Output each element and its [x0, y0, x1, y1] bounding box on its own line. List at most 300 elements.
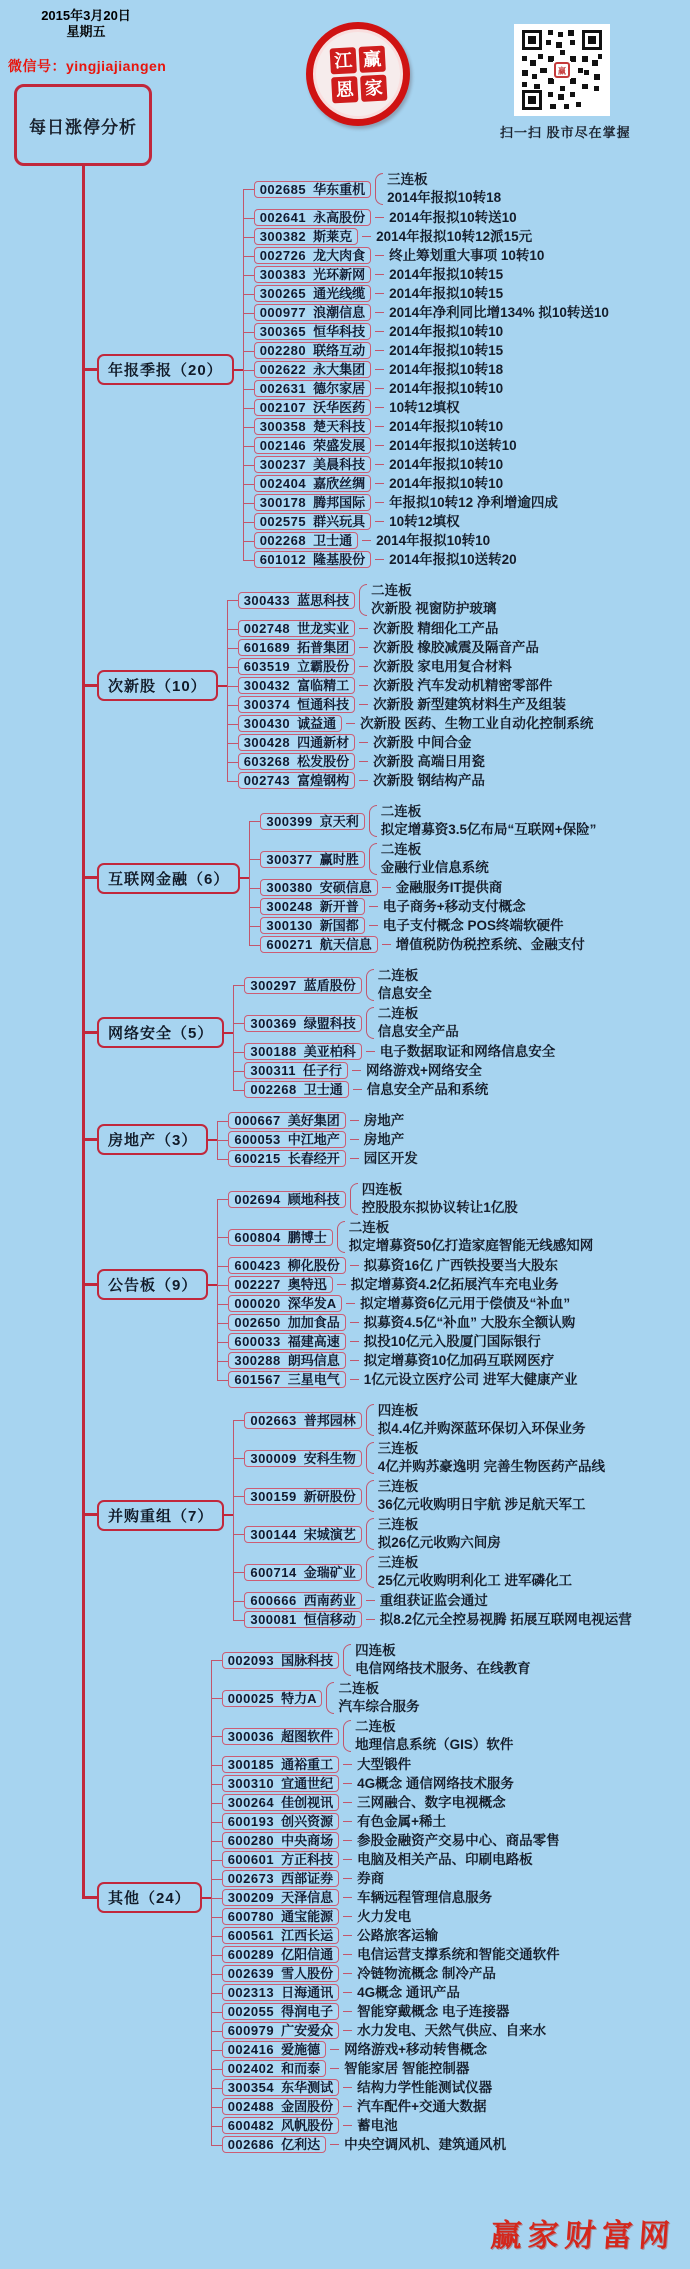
wechat-id-label: 微信号：yingjiajiangen: [8, 58, 167, 74]
stock-box: [244, 1526, 361, 1543]
stock-box: [228, 1131, 345, 1148]
stock-row: [233, 1591, 631, 1610]
stock-row: [243, 322, 609, 341]
stock-box: [222, 1813, 339, 1830]
stock-name: 鹏博士: [287, 1229, 327, 1245]
stock-box: [222, 1794, 339, 1811]
stock-description: 2014年报拟10转10: [389, 476, 504, 491]
stock-description: 拟定增募资10亿加码互联网医疗: [363, 1353, 555, 1368]
stock-code: 002686: [227, 2137, 275, 2152]
header: [0, 0, 690, 168]
stock-description: 次新股 汽车发动机精密零部件: [373, 678, 553, 693]
stock-code: 300188: [250, 1044, 297, 1059]
stock-box: [244, 1611, 361, 1628]
stock-name: 任子行: [303, 1063, 343, 1078]
fork-connector: [369, 805, 377, 837]
stock-description: 信息安全: [377, 986, 432, 1001]
board-count-label: 二连板: [380, 804, 422, 819]
stock-code: 300365: [259, 324, 307, 339]
stock-description: 重组获证监会通过: [379, 1593, 488, 1608]
dash-connector: [359, 704, 368, 705]
dash-connector: [375, 293, 384, 294]
stock-row: [243, 512, 609, 531]
stock-code: 300310: [227, 1776, 275, 1791]
stock-name: 中江地产: [287, 1132, 340, 1147]
stock-description: 中央空调风机、建筑通风机: [344, 2137, 507, 2152]
stock-description: 车辆远程管理信息服务: [357, 1890, 493, 1905]
branch-connector: [224, 1514, 233, 1516]
stock-description: 券商: [357, 1871, 385, 1886]
dash-connector: [359, 647, 368, 648]
note-pair: [355, 1642, 531, 1678]
dash-connector: [350, 1139, 359, 1140]
stock-code: 002673: [227, 1871, 275, 1886]
stock-code: 300433: [243, 592, 291, 608]
stock-box: [238, 696, 355, 713]
stock-box: [254, 304, 371, 321]
stock-row: [243, 417, 609, 436]
stock-code: 300288: [234, 1353, 281, 1368]
stock-description: 2014年报拟10转15: [389, 286, 504, 301]
stock-code: 300081: [250, 1612, 297, 1627]
board-count-label: 三连板: [377, 1555, 419, 1570]
dash-connector: [369, 906, 378, 907]
dash-connector: [359, 742, 368, 743]
fork-connector: [366, 1007, 374, 1039]
stock-description: 次新股 家电用复合材料: [373, 659, 512, 674]
stock-code: 002641: [259, 210, 307, 225]
stock-box: [254, 266, 371, 283]
category-rows: [249, 802, 596, 954]
stock-name: 荣盛发展: [313, 438, 366, 453]
board-count-label: 三连板: [387, 172, 428, 187]
dash-connector: [343, 1878, 352, 1879]
stock-row: [227, 771, 594, 790]
stock-box: [244, 1450, 361, 1467]
stock-box: [228, 1352, 345, 1369]
stock-description: 2014年报拟10转10: [389, 419, 504, 434]
category-rows: [233, 966, 555, 1099]
stock-box: [254, 418, 371, 435]
stock-description: 2014年报拟10转10: [376, 533, 491, 548]
fork-connector: [343, 1720, 351, 1752]
stock-description: 2014年报拟10转10: [389, 457, 504, 472]
dash-connector: [343, 1802, 352, 1803]
stock-box: [254, 209, 371, 226]
stock-name: 立霸股份: [297, 659, 350, 674]
dash-connector: [382, 887, 391, 888]
stock-name: 和而泰: [281, 2061, 321, 2076]
stock-box: [222, 1965, 339, 1982]
dash-connector: [382, 944, 391, 945]
stock-code: 002055: [227, 2004, 275, 2019]
board-count-label: 二连板: [377, 968, 419, 983]
stock-name: 美晨科技: [313, 457, 366, 472]
stock-row: [249, 897, 596, 916]
fork-connector: [326, 1682, 334, 1714]
stock-name: 富临精工: [297, 678, 350, 693]
stock-row: [249, 878, 596, 897]
stock-name: 卫士通: [313, 533, 353, 548]
stock-name: 嘉欣丝绸: [313, 476, 366, 491]
stock-description: 控股股东拟协议转让1亿股: [361, 1200, 518, 1215]
dash-connector: [369, 925, 378, 926]
stock-row: [211, 1641, 560, 1679]
category-rows: [217, 1111, 417, 1168]
stock-box: [222, 1984, 339, 2001]
note-pair: [378, 1440, 605, 1476]
stock-box: [222, 2098, 339, 2115]
stock-box: [228, 1333, 345, 1350]
stock-box: [244, 1043, 361, 1060]
stock-row: [217, 1130, 417, 1149]
stock-description: 2014年报拟10送转10: [389, 438, 517, 453]
stock-code: 300209: [227, 1890, 275, 1905]
stock-code: 300377: [266, 851, 313, 867]
stock-row: [211, 2078, 560, 2097]
branch-connector: [224, 1032, 233, 1034]
stock-description: 25亿元收购明利化工 进军磷化工: [377, 1573, 573, 1588]
stock-description: 2014年报拟10转18: [387, 190, 502, 205]
stock-name: 广安爱众: [281, 2023, 334, 2038]
stock-description: 网络游戏+移动转售概念: [344, 2042, 487, 2057]
fork-connector: [343, 1644, 351, 1676]
dash-connector: [350, 1379, 359, 1380]
dash-connector: [330, 2068, 339, 2069]
fork-connector: [366, 1404, 374, 1436]
stock-row: [211, 2135, 560, 2154]
stock-code: 300380: [266, 880, 313, 895]
stock-name: 光环新网: [313, 267, 366, 282]
dash-connector: [343, 2011, 352, 2012]
stock-box: [254, 285, 371, 302]
stock-box: [238, 620, 355, 637]
stock-code: 300237: [259, 457, 307, 472]
stock-description: 次新股 钢结构产品: [373, 773, 485, 788]
fork-connector: [375, 173, 383, 205]
dash-connector: [343, 2106, 352, 2107]
stock-row: [243, 227, 609, 246]
dash-connector: [375, 483, 384, 484]
stock-name: 恒华科技: [313, 324, 366, 339]
stock-name: 亿利达: [281, 2137, 321, 2152]
stock-description: 地理信息系统（GIS）软件: [355, 1737, 514, 1752]
stock-row: [243, 455, 609, 474]
stock-code: 002694: [234, 1191, 281, 1207]
dash-connector: [375, 331, 384, 332]
stock-row: [217, 1180, 593, 1218]
dash-connector: [359, 761, 368, 762]
dash-connector: [343, 1821, 352, 1822]
fork-connector: [350, 1183, 358, 1215]
dash-connector: [337, 1284, 346, 1285]
dash-connector: [375, 521, 384, 522]
stock-row: [211, 1850, 560, 1869]
stock-name: 安科生物: [303, 1450, 356, 1466]
stock-box: [222, 2079, 339, 2096]
stock-row: [243, 360, 609, 379]
stock-box: [238, 715, 342, 732]
stock-box: [222, 1851, 339, 1868]
stock-code: 600280: [227, 1833, 275, 1848]
category-label: 网络安全（5）: [97, 1017, 224, 1048]
stock-box: [222, 1775, 339, 1792]
stock-name: 蓝盾股份: [303, 977, 356, 993]
category-branch: [82, 170, 690, 569]
stock-code: 002639: [227, 1966, 275, 1981]
stock-code: 002093: [227, 1652, 275, 1668]
stock-name: 深华发A: [287, 1296, 337, 1311]
stock-description: 智能家居 智能控制器: [344, 2061, 470, 2076]
dash-connector: [375, 255, 384, 256]
stock-box: [244, 977, 361, 994]
note-pair: [378, 967, 432, 1003]
stock-description: 拟定增募资4.2亿拓展汽车充电业务: [350, 1277, 559, 1292]
stock-description: 有色金属+稀土: [357, 1814, 446, 1829]
stock-description: 拟投10亿元入股厦门国际银行: [363, 1334, 541, 1349]
stock-code: 300185: [227, 1757, 275, 1772]
stock-box: [244, 1081, 348, 1098]
stock-description: 房地产: [363, 1132, 405, 1147]
stock-box: [254, 532, 358, 549]
dash-connector: [343, 1897, 352, 1898]
stock-name: 新开普: [319, 899, 359, 914]
stock-name: 松发股份: [297, 754, 350, 769]
dash-connector: [350, 1322, 359, 1323]
stock-box: [222, 1756, 339, 1773]
stock-name: 美亚柏科: [303, 1044, 356, 1059]
stock-name: 朗玛信息: [287, 1353, 340, 1368]
stock-code: 002488: [227, 2099, 275, 2114]
stock-description: 拟募资16亿 广西铁投要当大股东: [363, 1258, 559, 1273]
stock-description: 2014年报拟10送转20: [389, 552, 517, 567]
stock-row: [217, 1256, 593, 1275]
stock-name: 国脉科技: [281, 1652, 334, 1668]
dash-connector: [343, 1916, 352, 1917]
stock-row: [233, 1042, 555, 1061]
board-count-label: 四连板: [377, 1403, 419, 1418]
stock-name: 斯莱克: [313, 229, 353, 244]
stock-code: 300297: [250, 977, 297, 993]
stock-code: 000020: [234, 1296, 281, 1311]
category-label: 次新股（10）: [97, 670, 218, 701]
dash-connector: [375, 559, 384, 560]
stock-name: 江西长运: [281, 1928, 334, 1943]
stock-code: 000667: [234, 1113, 281, 1128]
stock-code: 600289: [227, 1947, 275, 1962]
stock-row: [243, 341, 609, 360]
stock-row: [227, 733, 594, 752]
stock-box: [260, 879, 377, 896]
seal-char: 家: [360, 74, 387, 101]
stock-box: [254, 437, 371, 454]
dash-connector: [375, 426, 384, 427]
seal-char: 江: [329, 47, 356, 74]
stock-code: 000025: [227, 1690, 275, 1706]
dash-connector: [350, 1265, 359, 1266]
stock-code: 300428: [243, 735, 291, 750]
stock-name: 奥特迅: [287, 1277, 327, 1292]
stock-code: 300144: [250, 1526, 297, 1542]
stock-code: 300130: [266, 918, 313, 933]
fork-connector: [366, 1480, 374, 1512]
stock-box: [222, 1690, 323, 1707]
stock-description: 增值税防伪税控系统、金融支付: [395, 937, 585, 952]
stock-code: 600780: [227, 1909, 275, 1924]
stock-box: [228, 1276, 332, 1293]
stock-code: 002748: [243, 621, 291, 636]
dash-connector: [343, 1783, 352, 1784]
fork-connector: [366, 1556, 374, 1588]
stock-row: [211, 2116, 560, 2135]
stock-box: [222, 1927, 339, 1944]
stock-box: [222, 1728, 339, 1745]
stock-code: 600271: [266, 937, 313, 952]
stock-row: [211, 1983, 560, 2002]
stock-name: 恒通科技: [297, 697, 350, 712]
stock-name: 龙大肉食: [313, 248, 366, 263]
stock-name: 绿盟科技: [303, 1015, 356, 1031]
brand-seal-logo: [306, 22, 410, 126]
stock-box: [238, 658, 355, 675]
dash-connector: [375, 312, 384, 313]
stock-name: 诚益通: [297, 716, 337, 731]
category-label: 年报季报（20）: [97, 354, 234, 385]
stock-description: 2014年报拟10转12派15元: [376, 229, 533, 244]
stock-box: [238, 772, 355, 789]
stock-row: [249, 916, 596, 935]
stock-code: 002402: [227, 2061, 275, 2076]
stock-code: 600714: [250, 1564, 297, 1580]
stock-row: [227, 714, 594, 733]
category-list: [82, 170, 690, 2154]
stock-row: [211, 1774, 560, 1793]
stock-code: 300159: [250, 1488, 297, 1504]
dash-connector: [359, 780, 368, 781]
stock-name: 超图软件: [281, 1728, 334, 1744]
stock-code: 300382: [259, 229, 307, 244]
stock-description: 金融服务IT提供商: [395, 880, 503, 895]
note-pair: [371, 582, 496, 618]
stock-description: 金融行业信息系统: [380, 860, 489, 875]
qr-caption: 扫一扫 股市尽在掌握: [500, 125, 631, 140]
stock-name: 楚天科技: [313, 419, 366, 434]
stock-description: 10转12填权: [389, 400, 460, 415]
stock-code: 002622: [259, 362, 307, 377]
board-count-label: 二连板: [380, 842, 422, 857]
stock-code: 600804: [234, 1229, 281, 1245]
stock-code: 300369: [250, 1015, 297, 1031]
stock-row: [233, 966, 555, 1004]
category-branch: [82, 966, 690, 1099]
stock-name: 得润电子: [281, 2004, 334, 2019]
date-text: [36, 8, 136, 40]
stock-row: [243, 531, 609, 550]
stock-code: 002685: [259, 181, 307, 197]
stock-box: [222, 1652, 339, 1669]
dash-connector: [359, 628, 368, 629]
stock-name: 航天信息: [319, 937, 372, 952]
stock-description: 电子商务+移动支付概念: [382, 899, 526, 914]
stock-description: 信息安全产品: [377, 1024, 459, 1039]
stock-name: 沃华医药: [313, 400, 366, 415]
stock-name: 卫士通: [303, 1082, 343, 1097]
dash-connector: [352, 1070, 361, 1071]
branch-connector: [240, 877, 249, 879]
stock-name: 隆基股份: [313, 552, 366, 567]
stock-description: 次新股 医药、生物工业自动化控制系统: [360, 716, 594, 731]
stock-description: 汽车配件+交通大数据: [357, 2099, 487, 2114]
stock-code: 603268: [243, 754, 291, 769]
dash-connector: [375, 350, 384, 351]
stock-name: 美好集团: [287, 1113, 340, 1128]
stock-code: 300248: [266, 899, 313, 914]
note-pair: [355, 1718, 513, 1754]
stock-code: 002268: [259, 533, 307, 548]
stock-box: [254, 399, 371, 416]
dash-connector: [375, 445, 384, 446]
stock-description: 2014年报拟10转18: [389, 362, 504, 377]
stock-box: [228, 1229, 332, 1246]
stock-row: [233, 1439, 631, 1477]
stock-box: [254, 247, 371, 264]
stock-row: [217, 1149, 417, 1168]
board-count-label: 四连板: [355, 1643, 396, 1658]
stock-code: 600979: [227, 2023, 275, 2038]
stock-box: [228, 1191, 345, 1208]
board-count-label: 二连板: [348, 1220, 390, 1235]
stock-box: [244, 1488, 361, 1505]
stock-name: 方正科技: [281, 1852, 334, 1867]
fork-connector: [366, 1518, 374, 1550]
stock-row: [217, 1111, 417, 1130]
stock-row: [227, 676, 594, 695]
stock-code: 002743: [243, 773, 291, 788]
dash-connector: [343, 1935, 352, 1936]
stock-name: 新国都: [319, 918, 359, 933]
stock-code: 600482: [227, 2118, 275, 2133]
stock-name: 金瑞矿业: [303, 1564, 356, 1580]
stock-box: [228, 1295, 342, 1312]
stock-code: 300178: [259, 495, 307, 510]
stock-name: 通光线缆: [313, 286, 366, 301]
stock-box: [244, 1015, 361, 1032]
category-rows: [227, 581, 594, 790]
dash-connector: [362, 236, 371, 237]
stock-box: [222, 2060, 326, 2077]
stock-code: 300009: [250, 1450, 297, 1466]
stock-description: 次新股 视窗防护玻璃: [371, 601, 497, 616]
stock-description: 年报拟10转12 净利增逾四成: [389, 495, 558, 510]
note-pair: [378, 1478, 586, 1514]
stock-row: [217, 1275, 593, 1294]
category-label: 公告板（9）: [97, 1269, 208, 1300]
dash-connector: [359, 666, 368, 667]
fork-connector: [359, 584, 367, 616]
stock-description: 水力发电、天然气供应、自来水: [357, 2023, 547, 2038]
stock-box: [254, 456, 371, 473]
stock-name: 德尔家居: [313, 381, 366, 396]
branch-connector: [208, 1284, 217, 1286]
stock-box: [222, 1889, 339, 1906]
dash-connector: [366, 1600, 375, 1601]
stock-name: 顾地科技: [287, 1191, 340, 1207]
stock-description: 拟定增募资50亿打造家庭智能无线感知网: [348, 1238, 594, 1253]
stock-row: [227, 619, 594, 638]
stock-description: 园区开发: [363, 1151, 418, 1166]
stock-description: 冷链物流概念 制冷产品: [357, 1966, 496, 1981]
qr-code-pattern: [520, 28, 604, 112]
